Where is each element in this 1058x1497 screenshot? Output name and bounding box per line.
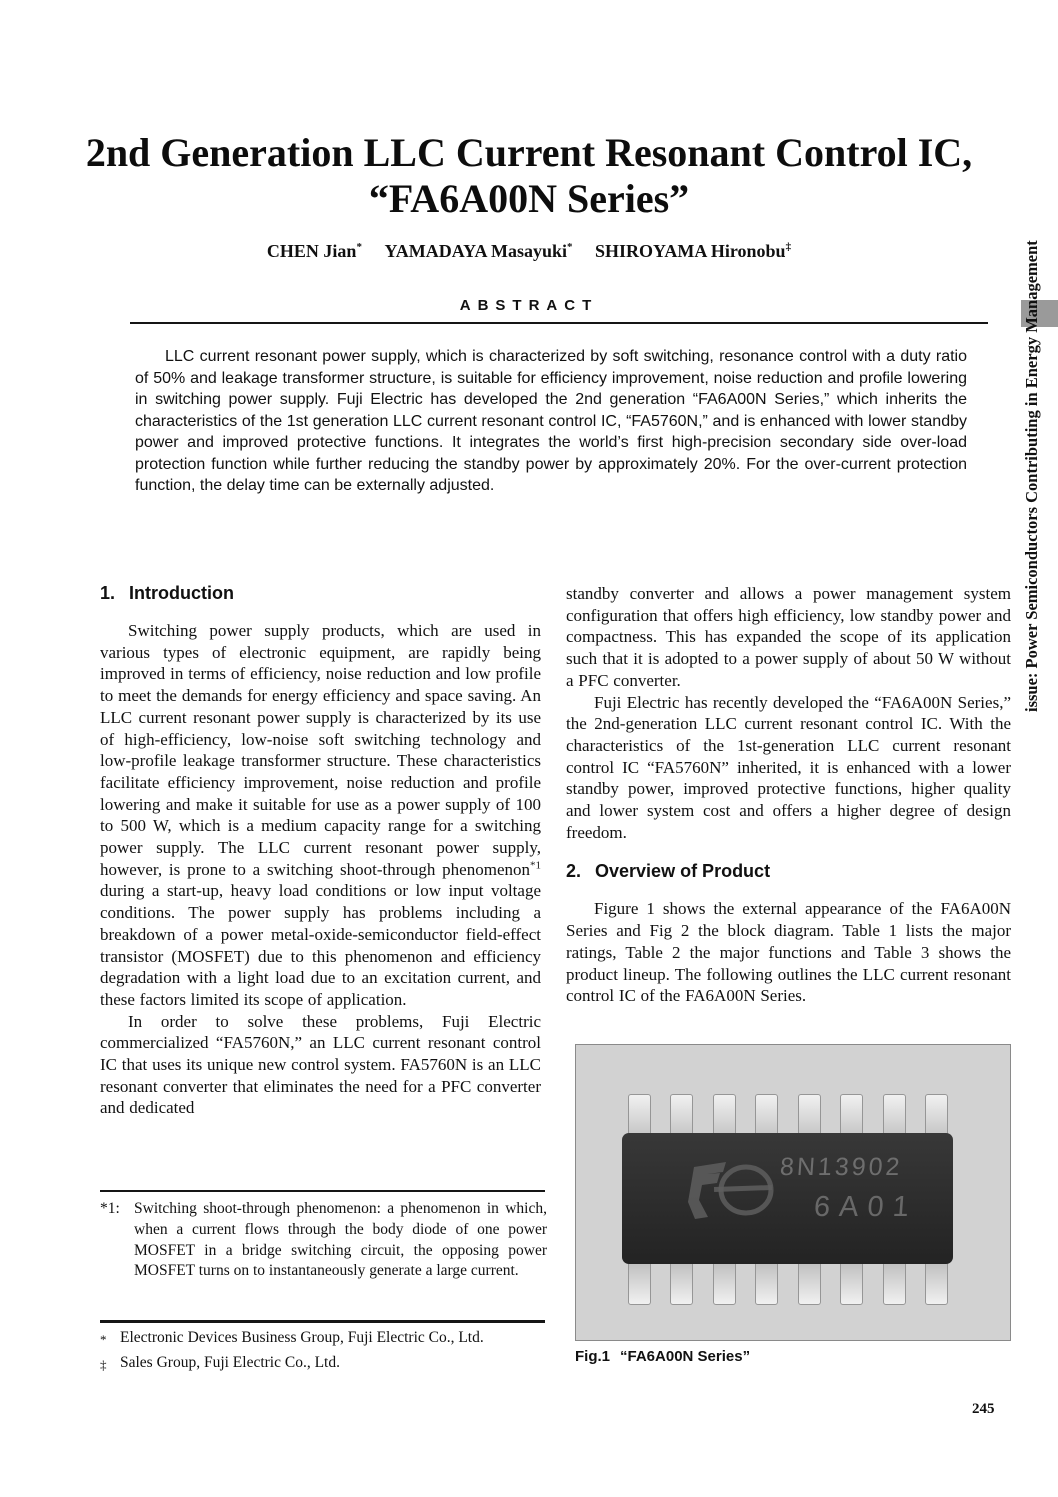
paper-title-line1: 2nd Generation LLC Current Resonant Control IC, — [85, 130, 973, 175]
chip-pin — [755, 1259, 778, 1305]
affiliation-2 — [100, 1352, 547, 1377]
chip-pin — [883, 1259, 906, 1305]
author-3: SHIROYAMA Hironobu‡ — [595, 241, 792, 261]
author-2-mark: * — [567, 241, 573, 253]
section-1-paragraph-4: Fuji Electric has recently developed the “FA6A00N Series,” the 2nd-generation LLC current resonant control IC. With the characteristics of the 1st-generation LLC current resonant control IC “FA5760N” inherited, it is enhanced with a lower standby power, improved protective functions, higher quality and lower system cost and offers a higher degree of design freedom. — [566, 692, 1011, 842]
footnote-1-text: Switching shoot-through phenomenon: a phenomenon in which, when a current flows through the body diode of one power MOSFET in a bridge switching circuit, the opposing power MOSFET turns on to instantaneously generate a large current. — [134, 1200, 547, 1280]
section-1-heading: 1. Introduction — [100, 583, 234, 603]
page-number: 245 — [972, 1401, 995, 1417]
author-1: CHEN Jian* — [266, 241, 362, 261]
footnote-ref-1: *1 — [530, 859, 541, 872]
figure-1-photo — [575, 1044, 1011, 1341]
paper-title-line2: “FA6A00N Series” — [368, 176, 690, 221]
section-1-paragraph-3: standby converter and allows a power management system configuration that offers high efficiency, low standby power and compactness. This has expanded the scope of its application such that it is adopted to a power supply of about 50 W without a PFC converter. — [566, 584, 1011, 690]
section-1-paragraph-2: In order to solve these problems, Fuji Electric commercialized “FA5760N,” an LLC current resonant control IC that uses its unique new control system. FA5760N is an LLC resonant converter that eliminates the need for a PFC converter and dedicated — [100, 1011, 541, 1118]
right-column — [566, 583, 1011, 1007]
authors-line — [0, 241, 1058, 262]
chip-pin — [840, 1259, 863, 1305]
abstract-text: LLC current resonant power supply, which is characterized by soft switching, resonance control with a duty ratio of 50% and leakage transformer structure, is suitable for efficiency improvement, noise reduction and profile lowering in switching power supply. Fuji Electric has developed the 2nd generation “FA6A00N Series,” which inherits the characteristics of the 1st generation LLC current resonant control IC, “FA5760N,” and is enhanced with lower standby power and improved protective functions. It integrates the world’s first high-precision secondary side over-load protection function while further reducing the standby power by approximately 20%. For the over-current protection function, the delay time can be externally adjusted. — [135, 348, 967, 494]
affiliation-2-mark: ‡ — [100, 1356, 107, 1372]
issue-side-text: issue: Power Semiconductors Contributing in Energy Management — [1022, 240, 1041, 712]
affiliation-1-mark: * — [100, 1332, 107, 1347]
chip-pin — [628, 1259, 651, 1305]
footnote-1-marker: *1: — [100, 1200, 120, 1217]
chip-pins-top — [628, 1094, 948, 1138]
chip-pins-bottom — [628, 1259, 948, 1303]
ic-chip-body — [622, 1133, 953, 1264]
author-2: YAMADAYA Masayuki* — [384, 241, 573, 261]
fuji-electric-logo-icon — [684, 1159, 776, 1228]
affiliation-2-text: Sales Group, Fuji Electric Co., Ltd. — [120, 1353, 340, 1371]
section-2-paragraph-1: Figure 1 shows the external appearance of the FA6A00N Series and Fig 2 the block diagram. Table 1 lists the major ratings, Table 2 the major functions and Table 3 shows the product lineup. The following outlines the LLC current resonant control IC of the FA6A00N Series. — [566, 899, 1011, 1006]
left-column — [100, 583, 541, 1119]
chip-pin — [925, 1259, 948, 1305]
affiliation-1-text: Electronic Devices Business Group, Fuji Electric Co., Ltd. — [120, 1329, 484, 1346]
footnote-1 — [100, 1199, 547, 1282]
chip-pin — [798, 1259, 821, 1305]
author-3-mark: ‡ — [785, 241, 792, 253]
chip-pin — [670, 1259, 693, 1305]
paper-title — [0, 130, 1058, 222]
chip-marking-lot: 8N13902 — [779, 1153, 904, 1181]
footnote-separator — [100, 1190, 545, 1192]
chip-pin — [713, 1259, 736, 1305]
abstract-rule — [130, 322, 988, 324]
affiliations — [100, 1327, 547, 1376]
affiliation-separator — [100, 1320, 545, 1323]
abstract-heading: ABSTRACT — [459, 297, 599, 314]
chip-marking-part: 6A01 — [812, 1191, 919, 1223]
figure-1-caption: Fig.1 “FA6A00N Series” — [575, 1348, 751, 1365]
affiliation-1 — [100, 1327, 547, 1352]
author-1-mark: * — [356, 241, 362, 253]
section-2-heading: 2. Overview of Product — [566, 861, 771, 882]
section-1-paragraph-1: Switching power supply products, which are used in various types of electronic equipment, are rapidly being improved in terms of efficiency, noise reduction and low profile to meet the demands for energy efficiency and space saving. An LLC current resonant power supply is characterized by its use of high-efficiency, low-noise soft switching technology and low-profile leakage transformer structure. These characteristics facilitate efficiency improvement, noise reduction and profile lowering and make it suitable for use as a power supply of 100 to 500 W, which is a medium capacity range for a switching power supply. The LLC current resonant power supply, however, is prone to a switching shoot-through phenomenon$^{*1}$ during a start-up, heavy load conditions or low input voltage conditions. The power supply has problems including a breakdown of a power metal-oxide-semiconductor field-effect transistor (MOSFET) due to this phenomenon and efficiency degradation with a light load due to an excitation current, and these factors limited its scope of application. — [100, 621, 541, 1009]
